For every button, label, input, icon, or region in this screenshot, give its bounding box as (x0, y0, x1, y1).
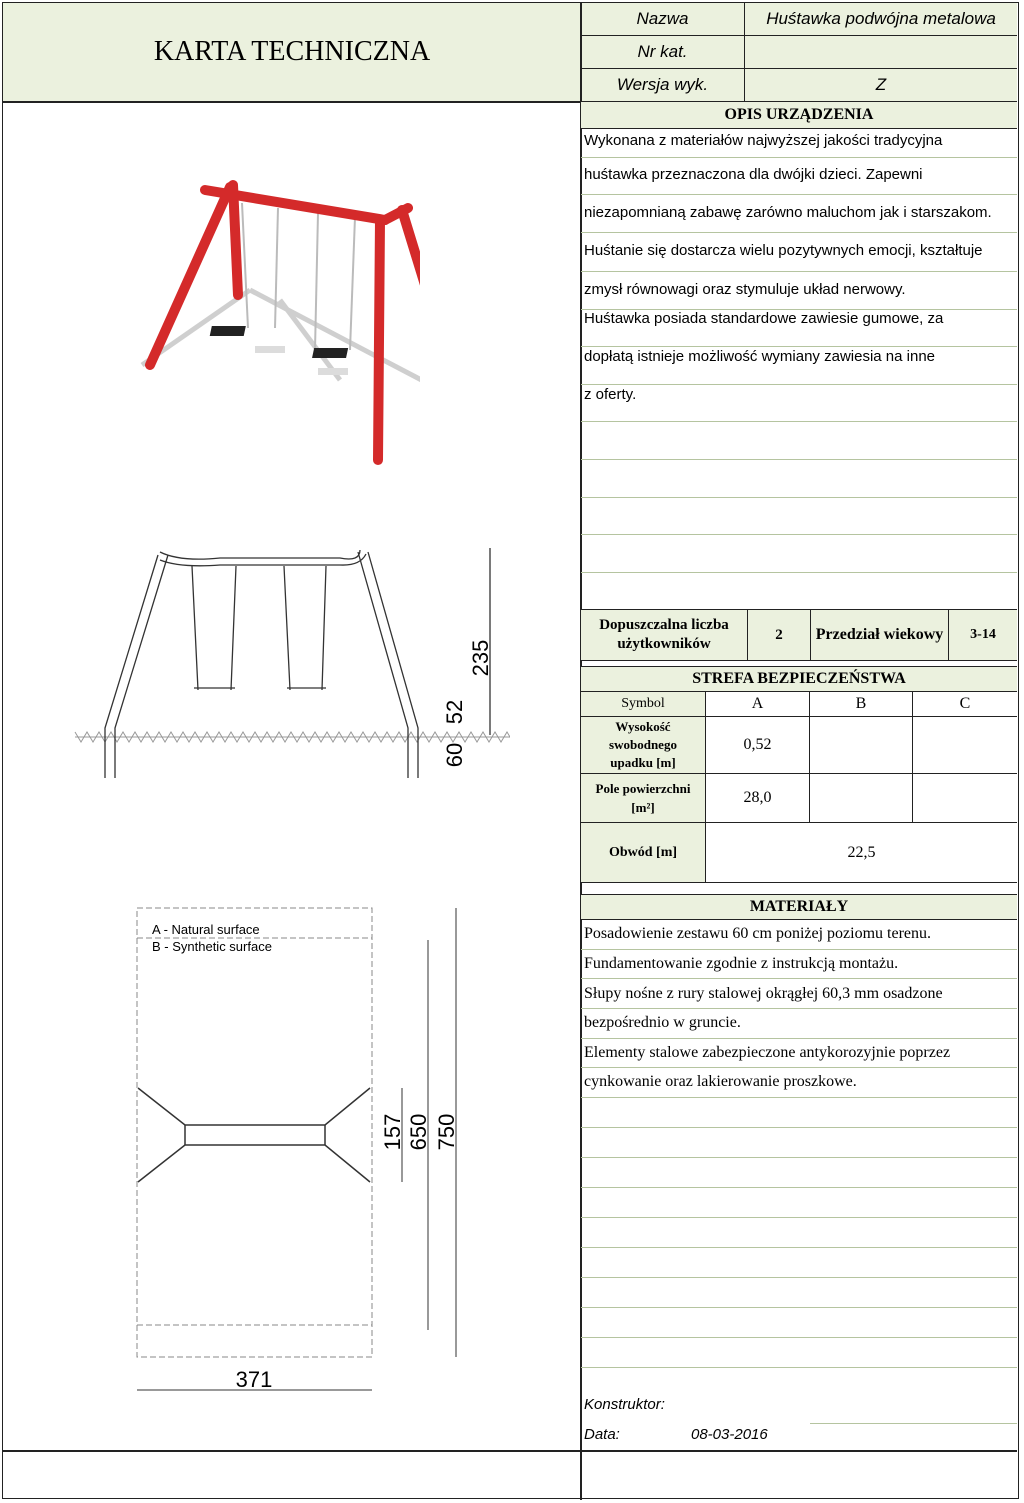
wersja-value: Z (875, 75, 887, 94)
seat (312, 348, 348, 358)
strefa-heading: STREFA BEZPIECZEŃSTWA (692, 670, 906, 687)
frame-leg (150, 187, 230, 365)
users-value: 2 (775, 626, 783, 643)
opis-line: Huśtanie się dostarcza wielu pozytywnych emocji, kształtuje (584, 242, 983, 259)
area-b (810, 774, 912, 822)
dim-235: 235 (468, 639, 493, 677)
materialy-heading: MATERIAŁY (749, 898, 849, 915)
dim-750: 750 (434, 1113, 459, 1151)
legend-a: A - Natural surface (152, 922, 260, 937)
safety-zone (137, 908, 372, 1357)
age-label: Przedział wiekowy (815, 626, 944, 643)
dim-52: 52 (442, 699, 467, 725)
users-label: Dopuszczalna liczba użytkowników (599, 617, 729, 652)
konstruktor-label: Konstruktor: (584, 1396, 665, 1413)
frame-bottom (138, 1145, 370, 1182)
left-leg (105, 555, 168, 778)
nrkat-value (745, 36, 1017, 68)
opis-heading: OPIS URZĄDZENIA (724, 106, 874, 123)
chain (275, 208, 278, 328)
area-a: 28,0 (743, 789, 772, 806)
perimeter-label: Obwód [m] (608, 844, 678, 860)
chain (315, 213, 318, 350)
perimeter-value: 22,5 (847, 843, 876, 861)
opis-line: dopłatą istnieje możliwość wymiany zawiesia na inne (584, 348, 935, 365)
col-b: B (855, 695, 867, 712)
elevation-drawing (70, 540, 510, 790)
height-a: 0,52 (743, 736, 772, 753)
frame-leg (233, 185, 238, 295)
legend-b: B - Synthetic surface (152, 939, 272, 954)
frame-top (138, 1088, 370, 1125)
swing-3d-render (130, 170, 420, 470)
col-a: A (751, 695, 764, 712)
materialy-line: bezpośrednio w gruncie. (584, 1014, 741, 1031)
dim-157: 157 (380, 1113, 405, 1151)
data-label: Data: (584, 1426, 620, 1443)
col-c: C (959, 695, 971, 712)
nazwa-value: Huśtawka podwójna metalowa (766, 9, 996, 28)
area-label: Pole powierzchni [m²] (595, 781, 691, 815)
top-beam (160, 550, 360, 559)
frame-leg (402, 210, 420, 425)
seat-shadow (255, 346, 285, 353)
seat-shadow (318, 368, 348, 375)
materialy-line: Fundamentowanie zgodnie z instrukcją montażu. (584, 955, 899, 972)
plan-drawing (120, 900, 480, 1400)
age-value: 3-14 (970, 627, 996, 642)
height-label: Wysokość swobodnego upadku [m] (609, 719, 677, 770)
chain-lines (192, 566, 326, 690)
opis-line: zmysł równowagi oraz stymuluje układ nerwowy. (584, 281, 906, 298)
dim-650: 650 (406, 1113, 431, 1151)
nazwa-label: Nazwa (636, 9, 689, 28)
dim-60: 60 (442, 742, 467, 768)
chain (350, 217, 355, 350)
right-leg (358, 552, 418, 778)
opis-line: Huśtawka posiada standardowe zawiesie gumowe, za (584, 310, 944, 327)
area-c (913, 774, 1017, 822)
seat (210, 326, 246, 336)
nrkat-label: Nr kat. (637, 42, 688, 61)
opis-line: z oferty. (584, 386, 637, 403)
height-b (810, 717, 912, 773)
materialy-line: cynkowanie oraz lakierowanie proszkowe. (584, 1073, 857, 1090)
materialy-line: Elementy stalowe zabezpieczone antykorozyjnie poprzez (584, 1044, 951, 1061)
opis-line: niezapomnianą zabawę zarówno maluchom jak i starszakom. (584, 204, 992, 221)
dim-371: 371 (235, 1367, 273, 1392)
height-c (913, 717, 1017, 773)
frame-leg (378, 220, 380, 460)
symbol-label: Symbol (621, 696, 665, 711)
opis-line: huśtawka przeznaczona dla dwójki dzieci. Zapewni (584, 166, 923, 183)
wersja-label: Wersja wyk. (616, 75, 709, 94)
data-value: 08-03-2016 (691, 1426, 768, 1443)
materialy-line: Słupy nośne z rury stalowej okrągłej 60,3 mm osadzone (584, 985, 943, 1002)
materialy-line: Posadowienie zestawu 60 cm poniżej poziomu terenu. (584, 925, 932, 942)
page-title: KARTA TECHNICZNA (153, 36, 431, 67)
opis-line: Wykonana z materiałów najwyższej jakości tradycyjna (584, 132, 943, 149)
chain (242, 203, 248, 328)
